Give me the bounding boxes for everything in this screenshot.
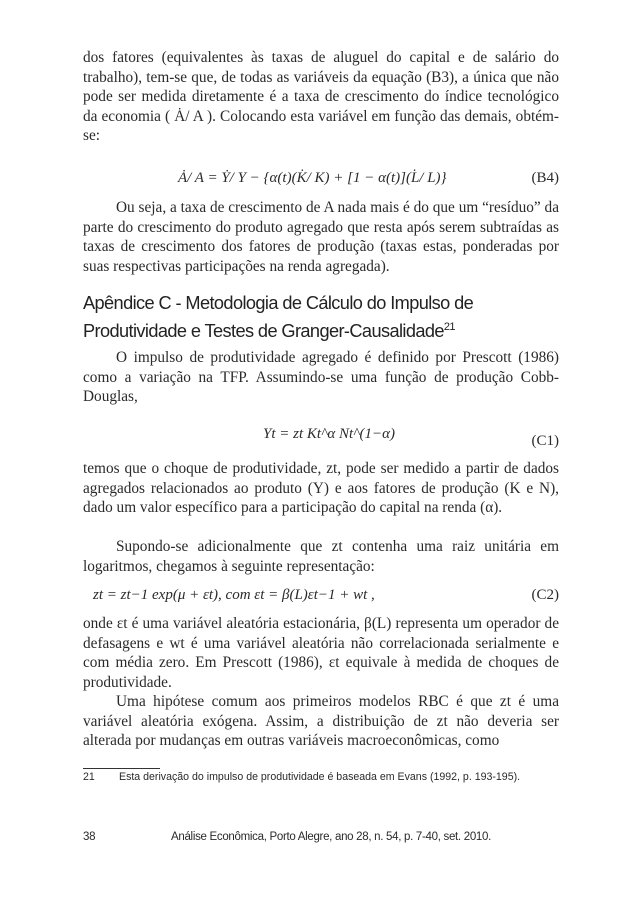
appendix-heading-text: Apêndice C - Metodologia de Cálculo do Impulso de Produtividade e Testes de Granger-Causalidade xyxy=(83,293,474,342)
paragraph-5: Supondo-se adicionalmente que zt contenha uma raiz unitária em logaritmos, chegamos à seguinte representação: xyxy=(83,538,559,575)
equation-c1: Yt = zt Kt^α Nt^(1−α) xyxy=(263,426,395,442)
equation-label-c1: (C1) xyxy=(531,433,559,449)
equation-label-b4: (B4) xyxy=(531,170,559,186)
appendix-heading xyxy=(83,291,563,343)
equation-c2: zt = zt−1 exp(μ + εt), com εt = β(L)εt−1 + wt , xyxy=(93,587,375,603)
page-number: 38 xyxy=(83,831,96,843)
footer-citation: Análise Econômica, Porto Alegre, ano 28, n. 54, p. 7-40, set. 2010. xyxy=(171,831,492,843)
paragraph-2: Ou seja, a taxa de crescimento de A nada mais é do que um “resíduo” da parte do crescimento do produto agregado que resta após serem subtraídas as taxas de crescimento dos fatores de produção (taxas estas, ponderadas por suas respectivas participações na renda agregada). xyxy=(83,199,559,275)
equation-label-c2: (C2) xyxy=(531,587,559,603)
footnote xyxy=(83,771,559,783)
footnote-number: 21 xyxy=(83,771,95,783)
footnote-text: Esta derivação do impulso de produtividade é baseada em Evans (1992, p. 193-195). xyxy=(119,771,521,783)
paragraph-top: dos fatores (equivalentes às taxas de aluguel do capital e de salário do trabalho), tem-se que, de todas as variáveis da equação (B3), a única que não pode ser medida diretamente é a taxa de crescimento do índice tecnológico da economia ( Ȧ/ A ). Colocando esta variável em função das demais, obtém-se: xyxy=(83,49,559,145)
heading-footnote-ref: 21 xyxy=(443,321,455,333)
paragraph-3: O impulso de produtividade agregado é definido por Prescott (1986) como a variação na TFP. Assumindo-se uma função de produção Cobb-Douglas, xyxy=(83,349,559,406)
paragraph-7: Uma hipótese comum aos primeiros modelos RBC é que zt é uma variável aleatória exógena. Assim, a distribuição de zt não deveria ser alterada por mudanças em outras variáveis macroeconômicas, como xyxy=(83,693,559,750)
equation-b4: Ȧ/ A = Ẏ/ Y − {α(t)(K̇/ K) + [1 − α(t)](L̇/ L)} xyxy=(178,170,447,186)
paragraph-6: onde εt é uma variável aleatória estacionária, β(L) representa um operador de defasagens e wt é uma variável aleatória não correlacionada serialmente e com média zero. Em Prescott (1986), εt equivale à medida de choques de produtividade. xyxy=(83,615,559,691)
paragraph-4: temos que o choque de produtividade, zt, pode ser medido a partir de dados agregados relacionados ao produto (Y) e aos fatores de produção (K e N), dado um valor específico para a participação do capital na renda (α). xyxy=(83,460,559,517)
footnote-divider xyxy=(83,768,160,769)
